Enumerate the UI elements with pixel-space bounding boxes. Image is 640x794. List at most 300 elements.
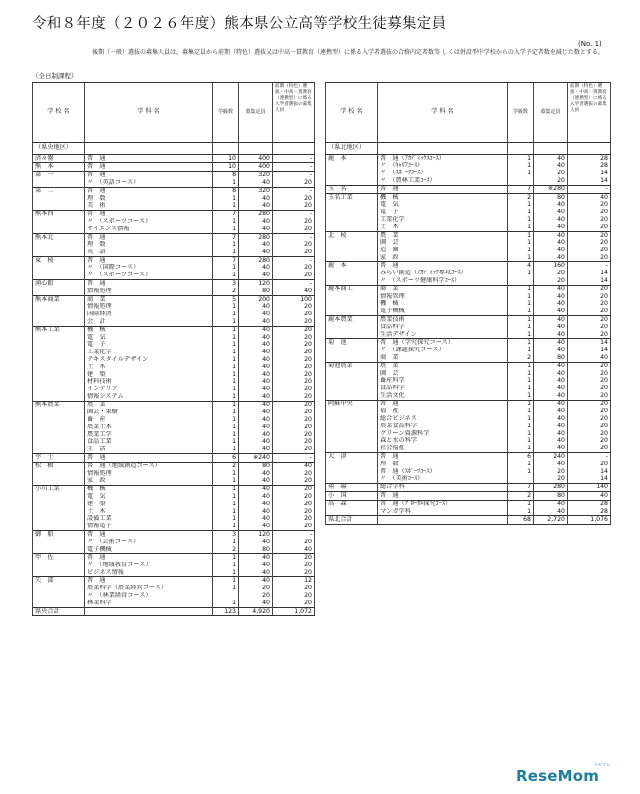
class-count: 2	[508, 354, 534, 362]
quota-value: 40	[534, 162, 568, 169]
quota-value: 40	[534, 508, 568, 516]
department-name: 普 通	[378, 400, 508, 408]
quota-value: 40	[534, 155, 568, 163]
early-selection-value: 14	[568, 347, 611, 354]
quota-value: 40	[239, 523, 273, 531]
school-name: 松 橋	[33, 462, 85, 470]
department-name: 〃 （農林工業ｺｰｽ）	[378, 177, 508, 185]
quota-value: 40	[534, 300, 568, 307]
department-name: 農 業	[378, 231, 508, 239]
early-selection-value: 20	[568, 254, 611, 262]
table-row	[33, 477, 315, 485]
quota-value: 40	[239, 600, 273, 608]
school-name	[33, 288, 85, 296]
class-count: 1	[213, 334, 239, 341]
class-count: 1	[213, 416, 239, 423]
class-count: 1	[508, 170, 534, 177]
department-name: 家 政	[378, 254, 508, 262]
quota-value: 40	[239, 393, 273, 401]
quota-value: 280	[534, 483, 568, 491]
table-row	[33, 577, 315, 585]
table-row	[33, 523, 315, 531]
department-name: 普 通	[378, 453, 508, 461]
department-name: 工業化学	[85, 349, 213, 356]
quota-value: 320	[239, 187, 273, 195]
quota-value: 20	[534, 475, 568, 483]
total-quota: 2,720	[534, 516, 568, 524]
school-name	[33, 416, 85, 423]
class-count: 1	[508, 224, 534, 232]
department-name: 農 業	[378, 362, 508, 370]
empty-cell	[239, 143, 273, 155]
total-label: 県北合計	[326, 516, 378, 524]
class-count: 6	[213, 454, 239, 462]
early-selection-value: -	[273, 210, 315, 218]
table-row	[326, 209, 611, 216]
class-count: 1	[213, 249, 239, 257]
early-selection-value: 14	[568, 475, 611, 483]
early-selection-value: 20	[568, 316, 611, 324]
early-selection-value: 20	[273, 318, 315, 326]
recruitment-note: 後期（一般）選抜の募集人員は，募集定員から前期（特色）選抜又は中高一貫教育（連携型）に係る入学者選抜の合格内定者数等 しくは併設型中学校からの入学予定者数を減じた数とする。	[92, 49, 604, 56]
early-selection-value: 20	[273, 477, 315, 485]
quota-value: 120	[239, 280, 273, 288]
early-selection-value: 20	[568, 239, 611, 246]
department-name: 普 通	[85, 554, 213, 562]
school-name	[33, 226, 85, 234]
quota-value: 40	[239, 477, 273, 485]
department-name: みらい創造（ｱｶﾃﾞﾐｯｸ専攻ｺｰｽ）	[378, 270, 508, 277]
empty-cell	[85, 608, 213, 616]
early-selection-value: 20	[568, 308, 611, 316]
table-row	[33, 493, 315, 500]
class-count: 10	[213, 163, 239, 171]
department-name: 情報処理	[85, 288, 213, 296]
department-name: 〃 （国際コース）	[85, 264, 213, 271]
department-name: 農業技術	[378, 316, 508, 324]
department-name: 電 子	[85, 341, 213, 348]
table-row	[326, 170, 611, 177]
quota-value: 40	[239, 446, 273, 454]
early-selection-value: 20	[568, 324, 611, 331]
table-row	[326, 453, 611, 461]
class-count: 1	[213, 508, 239, 515]
school-name	[33, 341, 85, 348]
early-selection-value: 20	[568, 377, 611, 384]
table-row	[326, 430, 611, 437]
school-name	[33, 470, 85, 477]
school-name	[33, 592, 85, 599]
early-selection-value: 20	[273, 364, 315, 371]
class-count: 1	[508, 300, 534, 307]
department-name: 総合学科	[378, 483, 508, 491]
table-row	[33, 356, 315, 363]
class-count: 1	[213, 356, 239, 363]
quota-value: 40	[534, 392, 568, 400]
class-count: 1	[508, 347, 534, 354]
early-selection-value: 20	[273, 431, 315, 438]
quota-value: 40	[534, 254, 568, 262]
quota-value: 240	[534, 453, 568, 461]
school-name: 済々黌	[33, 155, 85, 163]
quota-value: ※240	[239, 454, 273, 462]
class-count	[213, 592, 239, 599]
class-count: 1	[508, 370, 534, 377]
class-count: 1	[508, 437, 534, 444]
school-name: 小川工業	[33, 485, 85, 493]
class-count: 1	[213, 569, 239, 577]
table-row	[326, 185, 611, 193]
school-name: 熊本北	[33, 233, 85, 241]
department-name: 普 通	[85, 171, 213, 179]
school-name: 第 二	[33, 187, 85, 195]
table-row	[326, 339, 611, 347]
table-row	[33, 508, 315, 515]
department-name: 園芸・果樹	[85, 409, 213, 416]
class-count: 1	[213, 477, 239, 485]
early-selection-value: -	[568, 453, 611, 461]
total-row	[326, 516, 611, 524]
school-name	[33, 562, 85, 569]
quota-value: 40	[239, 326, 273, 334]
table-row	[326, 370, 611, 377]
school-name	[326, 270, 378, 277]
class-count: 1	[213, 409, 239, 416]
department-name: 情報処理	[85, 470, 213, 477]
department-name: 農 業	[85, 401, 213, 409]
quota-value: 20	[534, 468, 568, 475]
quota-value: 40	[534, 415, 568, 422]
table-row	[326, 500, 611, 508]
school-name	[33, 431, 85, 438]
class-count: 1	[508, 468, 534, 475]
quota-value: 40	[534, 239, 568, 246]
school-name	[33, 349, 85, 356]
quota-value: 40	[534, 408, 568, 415]
total-extra: 1,076	[568, 516, 611, 524]
class-count: 1	[508, 316, 534, 324]
empty-cell	[213, 143, 239, 155]
table-row	[326, 155, 611, 163]
department-name: 設備工業	[85, 515, 213, 522]
quota-value: 20	[239, 585, 273, 592]
table-row	[33, 163, 315, 171]
school-name	[33, 477, 85, 485]
quota-value: 400	[239, 163, 273, 171]
school-name	[33, 446, 85, 454]
table-row	[326, 483, 611, 491]
quota-value: 40	[239, 431, 273, 438]
quota-value: 40	[239, 485, 273, 493]
early-selection-value: -	[568, 262, 611, 270]
department-name: 園 芸	[378, 239, 508, 246]
early-selection-value: 20	[273, 554, 315, 562]
class-count: 1	[213, 218, 239, 225]
department-name: 普 通	[85, 577, 213, 585]
class-count: 10	[213, 155, 239, 163]
school-name: 熊本商業	[33, 296, 85, 304]
early-selection-value: -	[273, 155, 315, 163]
department-name: 生 活	[85, 446, 213, 454]
table-row	[33, 600, 315, 608]
table-row	[326, 270, 611, 277]
school-name: 東 稜	[33, 257, 85, 265]
table-row	[326, 423, 611, 430]
school-name: 北 稜	[326, 231, 378, 239]
class-count: 1	[213, 493, 239, 500]
early-selection-value: 20	[273, 523, 315, 531]
department-name: 情報管理	[378, 293, 508, 300]
early-selection-value: 20	[568, 209, 611, 216]
school-name	[33, 218, 85, 225]
quota-value: 40	[534, 324, 568, 331]
table-row	[326, 162, 611, 169]
table-row	[33, 202, 315, 210]
table-row	[326, 362, 611, 370]
early-selection-value: 20	[568, 445, 611, 453]
early-selection-value: 20	[273, 470, 315, 477]
department-name: 電子機械	[378, 308, 508, 316]
early-selection-value: 20	[568, 408, 611, 415]
class-count: 4	[508, 262, 534, 270]
quota-value: 40	[239, 470, 273, 477]
table-row	[33, 264, 315, 271]
department-name: 理 数	[85, 195, 213, 202]
quota-value: 40	[239, 378, 273, 385]
early-selection-value: -	[273, 171, 315, 179]
school-name	[33, 493, 85, 500]
class-count: 1	[213, 202, 239, 210]
early-selection-value: -	[273, 531, 315, 539]
quota-value: 40	[239, 409, 273, 416]
class-count: 2	[213, 462, 239, 470]
school-name: 玉名工業	[326, 193, 378, 201]
department-name: インテリア	[85, 386, 213, 393]
school-name: 熊本工業	[33, 326, 85, 334]
quota-value: 40	[239, 501, 273, 508]
quota-value: 80	[239, 462, 273, 470]
class-count: 1	[508, 239, 534, 246]
school-name	[33, 241, 85, 248]
table-row	[326, 285, 611, 293]
school-name	[326, 408, 378, 415]
early-selection-value: 20	[273, 264, 315, 271]
resemom-logo-sub: リセマム	[594, 762, 610, 767]
department-name: 電 気	[378, 201, 508, 208]
class-count: 1	[508, 270, 534, 277]
school-name	[33, 378, 85, 385]
class-count: 1	[213, 401, 239, 409]
department-name: テキスタイルデザイン	[85, 356, 213, 363]
class-count: 1	[213, 424, 239, 431]
table-row	[326, 347, 611, 354]
table-row	[326, 201, 611, 208]
class-count: 1	[508, 293, 534, 300]
early-selection-value: 40	[273, 462, 315, 470]
department-name: 情報処理	[85, 303, 213, 310]
table-row	[33, 378, 315, 385]
department-name: 電子機械	[85, 546, 213, 554]
quota-value: 200	[239, 296, 273, 304]
department-name: 食品科学	[378, 324, 508, 331]
early-selection-value: 14	[568, 339, 611, 347]
class-count: 1	[213, 364, 239, 371]
total-classes: 68	[508, 516, 534, 524]
department-name: 農業科学（農業経営コース）	[85, 585, 213, 592]
total-classes: 123	[213, 608, 239, 616]
quota-value: 40	[239, 364, 273, 371]
class-count: 1	[508, 231, 534, 239]
department-name: 工業化学	[378, 216, 508, 223]
department-name: 家 政	[85, 477, 213, 485]
class-count: 1	[213, 554, 239, 562]
department-name: 普 通	[85, 163, 213, 171]
table-row	[33, 554, 315, 562]
quota-value: 40	[534, 461, 568, 468]
quota-value: 40	[239, 416, 273, 423]
class-count: 1	[213, 341, 239, 348]
quota-value: 160	[534, 262, 568, 270]
class-count: 1	[508, 254, 534, 262]
school-name	[33, 272, 85, 280]
table-row	[326, 377, 611, 384]
quota-value: 40	[534, 370, 568, 377]
early-selection-value: 20	[568, 423, 611, 430]
department-name: サイエンス情報	[85, 226, 213, 234]
table-row	[33, 241, 315, 248]
quota-value: 40	[534, 308, 568, 316]
school-name	[326, 445, 378, 453]
department-name: 英 語	[85, 249, 213, 257]
school-name: 翔 陽	[326, 483, 378, 491]
class-count: 1	[213, 326, 239, 334]
class-count: 7	[213, 257, 239, 265]
class-count: 1	[213, 485, 239, 493]
early-selection-value: 20	[273, 424, 315, 431]
early-selection-value: 40	[273, 288, 315, 296]
table-row	[326, 216, 611, 223]
early-selection-value: 20	[273, 409, 315, 416]
school-name	[33, 539, 85, 546]
school-name: 第 一	[33, 171, 85, 179]
table-row	[33, 349, 315, 356]
early-selection-value: 28	[568, 155, 611, 163]
school-name	[326, 239, 378, 246]
department-name: 普 通	[85, 187, 213, 195]
table-row	[326, 293, 611, 300]
school-name	[326, 437, 378, 444]
department-name: 〃 （スポーツ健康科学ｺｰｽ）	[378, 277, 508, 285]
class-count: 1	[213, 264, 239, 271]
quota-value: 40	[239, 264, 273, 271]
early-selection-value: 20	[568, 415, 611, 422]
empty-cell	[85, 143, 213, 155]
table-row	[326, 224, 611, 232]
department-name: 建 築	[85, 501, 213, 508]
empty-cell	[378, 143, 508, 155]
quota-value: 40	[239, 318, 273, 326]
quota-value: 40	[239, 577, 273, 585]
early-selection-value: 20	[273, 485, 315, 493]
quota-value: 400	[239, 155, 273, 163]
early-selection-value: 20	[568, 331, 611, 339]
table-row	[33, 409, 315, 416]
school-name	[33, 600, 85, 608]
table-row	[33, 501, 315, 508]
school-name	[326, 468, 378, 475]
empty-cell	[534, 143, 568, 155]
department-name: 食品科学	[378, 385, 508, 392]
class-count: 1	[213, 438, 239, 445]
class-count: 1	[508, 415, 534, 422]
early-selection-value: 20	[568, 400, 611, 408]
class-count: 1	[213, 378, 239, 385]
school-name	[326, 508, 378, 516]
quota-value: 20	[534, 270, 568, 277]
quota-value: 40	[239, 303, 273, 310]
early-selection-value: 14	[568, 270, 611, 277]
department-name: 普 通（ｱｶﾃﾞﾐｯｸｽｺｰｽ）	[378, 155, 508, 163]
quota-value: 20	[239, 592, 273, 599]
table-row	[326, 492, 611, 500]
early-selection-value: 20	[568, 370, 611, 377]
header-school: 学 校 名	[326, 83, 378, 143]
table-row	[326, 475, 611, 483]
department-name: 普 通	[378, 185, 508, 193]
class-count: 1	[508, 216, 534, 223]
department-name: 建 築	[85, 371, 213, 378]
table-row	[326, 508, 611, 516]
quota-value: 40	[534, 400, 568, 408]
department-name: 理 数	[378, 461, 508, 468]
quota-value: 40	[534, 362, 568, 370]
class-count: 1	[508, 377, 534, 384]
school-name	[326, 224, 378, 232]
table-row	[33, 539, 315, 546]
class-count: 1	[508, 247, 534, 254]
school-name	[326, 254, 378, 262]
early-selection-value: 20	[273, 326, 315, 334]
department-name: 商 業	[85, 296, 213, 304]
class-count: 1	[213, 386, 239, 393]
school-name	[326, 209, 378, 216]
table-row	[326, 445, 611, 453]
header-extra: 前期（特色）選抜・中高一貫教育（連携型）に係る入学者選抜の募集人員	[568, 83, 611, 143]
quota-value: 40	[239, 569, 273, 577]
quota-value: 40	[239, 226, 273, 234]
class-count: 1	[508, 461, 534, 468]
school-name	[33, 264, 85, 271]
department-name: 普 通	[85, 280, 213, 288]
early-selection-value: 20	[273, 378, 315, 385]
quota-value: 40	[534, 247, 568, 254]
school-name: 熊 本	[33, 163, 85, 171]
early-selection-value: 20	[273, 508, 315, 515]
total-extra: 1,072	[273, 608, 315, 616]
quota-value: 40	[239, 401, 273, 409]
school-name	[326, 201, 378, 208]
resemom-logo: ReseMom	[516, 767, 600, 785]
class-count: 1	[508, 362, 534, 370]
school-name	[326, 430, 378, 437]
department-name: 国際経済	[85, 311, 213, 318]
department-name: 普 通	[85, 233, 213, 241]
school-name: 鹿 本	[326, 262, 378, 270]
quota-value: 280	[239, 233, 273, 241]
school-name	[326, 347, 378, 354]
school-name: 湧心館	[33, 280, 85, 288]
school-name	[326, 170, 378, 177]
